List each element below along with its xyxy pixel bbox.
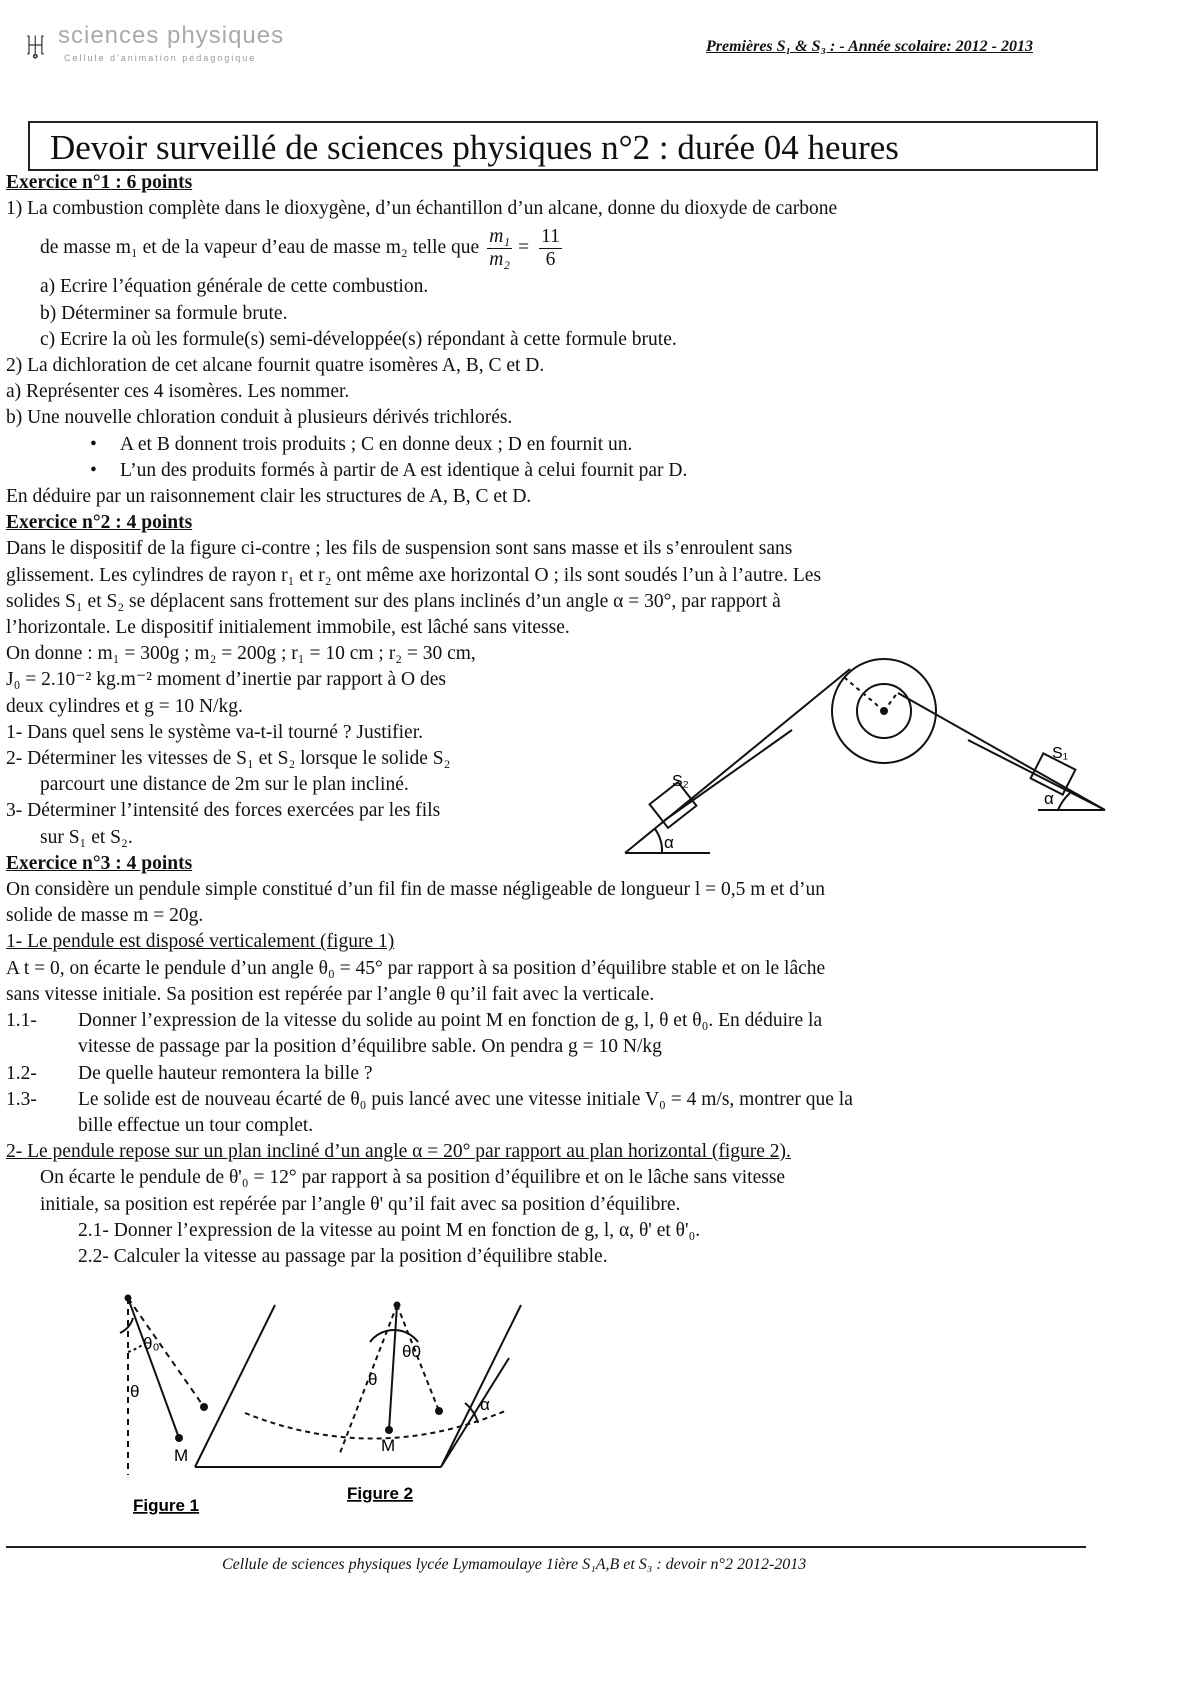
question: a) Représenter ces 4 isomères. Les nommer.	[6, 381, 350, 403]
bullet-item: • A et B donnent trois produits ; C en donne deux ; D en fournit un.	[6, 432, 1106, 458]
question-number: 1.2-	[6, 1062, 37, 1084]
logo-subtext: Cellule d'animation pédagogique	[64, 53, 257, 63]
label-theta-prime: θ	[368, 1370, 378, 1389]
ex3-text: On écarte le pendule de θ'₀ = 12° par rapport à sa position d’équilibre et on le lâche sans vitesse	[40, 1167, 786, 1189]
pendulum-figures	[100, 1285, 860, 1535]
ex2-heading: Exercice n°2 : 4 points	[6, 512, 193, 534]
question: De quelle hauteur remontera la bille ?	[78, 1062, 373, 1084]
section-heading: 1- Le pendule est disposé verticalement (figure 1)	[6, 931, 395, 953]
figure-2-label: Figure 2	[347, 1484, 414, 1503]
label-alpha: α	[480, 1395, 490, 1414]
ex3-text: sans vitesse initiale. Sa position est repérée par l’angle θ qu’il fait avec la verticale.	[6, 983, 655, 1005]
figure-1-label: Figure 1	[133, 1496, 200, 1515]
page-title: Devoir surveillé de sciences physiques n°2 : durée 04 heures	[28, 121, 1098, 171]
label-m: M	[174, 1446, 189, 1465]
question: vitesse de passage par la position d’équilibre sable. On pendra g = 10 N/kg	[78, 1036, 662, 1058]
ex3-text: On considère un pendule simple constitué d’un fil fin de masse négligeable de longueur l = 0,5 m et d’un	[6, 879, 825, 901]
question: sur S₁ et S₂.	[40, 826, 133, 848]
footer-divider	[6, 1546, 1086, 1548]
numerator: 11	[541, 225, 560, 247]
label-s2: S₂	[672, 773, 689, 790]
ex2-text: J₀ = 2.10⁻² kg.m⁻² moment d’inertie par rapport à O des	[6, 669, 446, 691]
label-s1: S₁	[1052, 745, 1069, 762]
label-alpha-right: α	[1044, 789, 1054, 808]
ex3-text: solide de masse m = 20g.	[6, 905, 204, 927]
rope-s1	[898, 693, 1105, 810]
logo-text: sciences physiques	[58, 22, 285, 49]
label-theta0-prime: θ0	[402, 1342, 421, 1361]
question: 2.1- Donner l’expression de la vitesse au point M en fonction de g, l, α, θ' et θ'₀.	[78, 1219, 701, 1241]
question: 1- Dans quel sens le système va-t-il tourné ? Justifier.	[6, 721, 423, 743]
question: 2) La dichloration de cet alcane fournit quatre isomères A, B, C et D.	[6, 355, 545, 377]
ex2-text: On donne : m₁ = 300g ; m₂ = 200g ; r₁ = 10 cm ; r₂ = 30 cm,	[6, 643, 476, 665]
logo-mark-icon: ♅	[22, 26, 48, 64]
question: b) Une nouvelle chloration conduit à plusieurs dérivés trichlorés.	[6, 407, 513, 429]
ex2-text: deux cylindres et g = 10 N/kg.	[6, 695, 243, 717]
ex1-heading: Exercice n°1 : 6 points	[6, 172, 193, 193]
pulley-figure	[600, 650, 1120, 870]
mass-ratio	[487, 226, 512, 271]
label-alpha-left: α	[664, 833, 674, 852]
denominator: 6	[545, 248, 556, 270]
incline-right	[968, 740, 1105, 810]
question: Le solide est de nouveau écarté de θ₀ puis lancé avec une vitesse initiale V₀ = 4 m/s, montrer que la	[78, 1088, 853, 1110]
question: b) Déterminer sa formule brute.	[40, 302, 288, 324]
question: 2- Déterminer les vitesses de S₁ et S₂ lorsque le solide S₂	[6, 748, 451, 770]
denominator: m₂	[489, 248, 511, 270]
ex2-text: glissement. Les cylindres de rayon r₁ et r₂ ont même axe horizontal O ; ils sont soudés l’un à l’autre. Les	[6, 564, 822, 586]
ex1-text: 1) La combustion complète dans le dioxygène, d’un échantillon d’un alcane, donne du dioxyde de carbone	[6, 198, 838, 220]
question: En déduire par un raisonnement clair les structures de A, B, C et D.	[6, 486, 532, 508]
figure-2-drawing	[195, 1305, 521, 1467]
rope-s2	[625, 669, 850, 853]
ex2-text: Dans le dispositif de la figure ci-contre ; les fils de suspension sont sans masse et ils s’enroulent sans	[6, 538, 793, 560]
equals: =	[518, 237, 530, 259]
question: a) Ecrire l’équation générale de cette combustion.	[40, 276, 429, 298]
ex2-text: solides S₁ et S₂ se déplacent sans frottement sur des plans inclinés d’un angle α = 30°, par rapport à	[6, 590, 781, 612]
label-m: M	[381, 1436, 396, 1455]
ex3-text: A t = 0, on écarte le pendule d’un angle θ₀ = 45° par rapport à sa position d’équilibre stable et on le lâche	[6, 957, 826, 979]
question: 2.2- Calculer la vitesse au passage par la position d’équilibre stable.	[78, 1245, 608, 1267]
ratio-value	[539, 226, 562, 271]
ex3-heading: Exercice n°3 : 4 points	[6, 852, 193, 874]
class-year: Premières S₁ & S₃ : - Année scolaire: 2012 - 2013	[706, 38, 1033, 55]
numerator: m₁	[489, 225, 511, 247]
section-heading: 2- Le pendule repose sur un plan incliné d’un angle α = 20° par rapport au plan horizontal (figure 2).	[6, 1141, 791, 1163]
label-theta0: θ₀	[143, 1334, 160, 1353]
label-theta: θ	[130, 1382, 140, 1401]
question: Donner l’expression de la vitesse du solide au point M en fonction de g, l, θ et θ₀. En déduire la	[78, 1010, 823, 1032]
question: 3- Déterminer l’intensité des forces exercées par les fils	[6, 800, 441, 822]
question-number: 1.3-	[6, 1088, 37, 1110]
ex1-fraction-line	[6, 222, 1106, 274]
bullet-item: • L’un des produits formés à partir de A est identique à celui fournit par D.	[6, 458, 1106, 484]
ex1-text: de masse m₁ et de la vapeur d’eau de masse m₂ telle que	[40, 237, 480, 259]
question: c) Ecrire la où les formule(s) semi-développée(s) répondant à cette formule brute.	[40, 328, 677, 350]
ex2-text: l’horizontale. Le dispositif initialement immobile, est lâché sans vitesse.	[6, 617, 570, 639]
footer: Cellule de sciences physiques lycée Lymamoulaye 1ière S₁A,B et S₃ : devoir n°2 2012-2013	[222, 1556, 807, 1573]
ex3-text: initiale, sa position est repérée par l’angle θ' qu’il fait avec sa position d’équilibre.	[40, 1193, 681, 1215]
question: parcourt une distance de 2m sur le plan incliné.	[40, 774, 409, 796]
question: bille effectue un tour complet.	[78, 1114, 314, 1136]
question-number: 1.1-	[6, 1010, 37, 1032]
